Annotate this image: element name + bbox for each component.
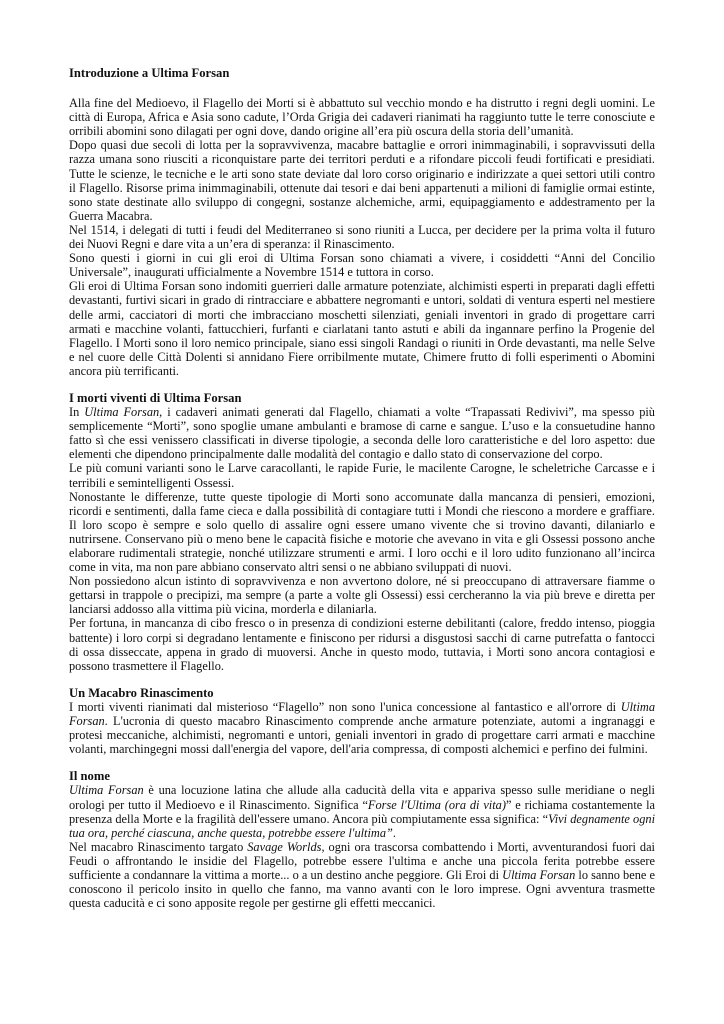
document-page [69,66,655,910]
italic-text: Ultima Forsan [84,405,160,420]
text-run: , i cadaveri animati generati dal Flagello, chiamati a volte “Trapassati Redivivi”, ma spesso più semplicemente “Morti”, sono spoglie umane ambulanti e bramose di carne e sangue. L’uso e la consuetudine hanno fatto sì che essi venissero classificati in diverse tipologie, a seconda delle loro caratteristiche e del loro aspetto: due elementi che dipendono principalmente dalle modalità del contagio e dallo stato di conservazione del corpo. [69,405,655,462]
section-undead [69,391,655,673]
italic-text: Ultima Forsan [69,783,144,798]
section-introduction [69,66,655,378]
paragraph: Nel 1514, i delegati di tutti i feudi del Mediterraneo si sono riuniti a Lucca, per decidere per la prima volta il futuro dei Nuovi Regni e dare vita a un’era di speranza: il Rinascimento. [69,222,655,252]
text-run: . [392,825,396,840]
paragraph [69,840,655,910]
italic-text: Forse l'Ultima (ora di vita) [367,797,506,812]
paragraph: Dopo quasi due secoli di lotta per la sopravvivenza, macabre battaglie e orrori inimmaginabili, i sopravvissuti della razza umana sono riusciti a riconquistare parte dei territori perduti e a rifondare piccoli feudi fortificati e presidiati. Tutte le scienze, le tecniche e le arti sono state deviate dal loro corso originario e indirizzate a quei settori utili contro il Flagello. Risorse prima inimmaginabili, ottenute dai tesori e dai beni appartenuti a milioni di famiglie ormai estinte, sono state destinate allo sviluppo di congegni, sostanze alchemiche, armi, equipaggiamento e addestramento per la Guerra Macabra. [69,138,655,223]
text-run: I morti viventi rianimati dal misterioso “Flagello” non sono l'unica concessione al fantastico e all'orrore di [69,699,621,714]
text-run: In [69,405,85,420]
text-run: , ogni ora trascorsa combattendo i Morti, avventurandosi fuori dai Feudi o affrontando le insidie del Flagello, potrebbe essere l'ultima e anche una piccola ferita potrebbe essere sufficiente a condannare la vittima a morte... o a un destino anche peggiore. Gli Eroi di [69,839,655,882]
paragraph: Sono questi i giorni in cui gli eroi di Ultima Forsan sono chiamati a vivere, i cosiddetti “Anni del Concilio Universale”, inaugurati ufficialmente a Novembre 1514 e tuttora in corso. [69,251,655,280]
section-title: Introduzione a Ultima Forsan [69,66,230,80]
italic-text: Ultima Forsan [502,867,576,882]
section-renaissance [69,686,655,756]
paragraph: Le più comuni varianti sono le Larve caracollanti, le rapide Furie, le macilente Carogne, le scheletriche Carcasse e i terribili e semintelligenti Ossessi. [69,461,655,490]
section-title: I morti viventi di Ultima Forsan [69,390,242,405]
paragraph [69,783,655,839]
text-run: Nel macabro Rinascimento targato [69,839,248,854]
italic-text: Savage Worlds [247,839,322,854]
paragraph: Alla fine del Medioevo, il Flagello dei Morti si è abbattuto sul vecchio mondo e ha distrutto i regni degli uomini. Le città di Europa, Africa e Asia sono cadute, l’Orda Grigia dei cadaveri rianimati ha raggiunto tutte le terre conosciute e orribili abomini sono dilagati per ogni dove, dando origine all’era più oscura della storia dell’umanità. [69,96,655,139]
text-run: ” e richiama costantemente la presenza della Morte e la fragilità dell'essere umano. Ancora più compiutamente essa significa: “ [69,797,655,826]
italic-text: Ultima Forsan [69,699,655,729]
italic-text: Vivi degnamente ogni tua ora, perché ciascuna, anche questa, potrebbe essere l'ultima” [69,811,656,840]
section-name [69,769,655,910]
section-title: Un Macabro Rinascimento [69,685,214,700]
paragraph: Per fortuna, in mancanza di cibo fresco o in presenza di condizioni esterne debilitanti (calore, freddo intenso, pioggia battente) i loro corpi si degradano lentamente e finiscono per ridursi a disgustosi sacchi di carne putrefatta o fantocci di ossa disseccate, appena in grado di muoversi. Anche in questo modo, tuttavia, i Morti sono ancora contagiosi e possono trasmettere il Flagello. [69,616,655,673]
paragraph [69,405,655,461]
paragraph [69,700,655,756]
paragraph: Nonostante le differenze, tutte queste tipologie di Morti sono accomunate dalla mancanza di pensieri, emozioni, ricordi e sentimenti, dalla fame cieca e dalla possibilità di contagiare tutti i Mondi che riescono a mordere e graffiare. Il loro scopo è sempre e solo quello di assalire ogni essere umano vivente che si trovino davanti, dilaniarlo e nutrirsene. Conservano più o meno bene le capacità fisiche e motorie che avevano in vita e gli Ossessi possono anche elaborare rudimentali strategie, nonché utilizzare strumenti e armi. I loro occhi e il loro udito funzionano all’incirca come in vita, ma non pare abbiano conservato altri sensi o ne abbiano sviluppati di nuovi. [69,489,655,575]
paragraph: Non possiedono alcun istinto di sopravvivenza e non avvertono dolore, né si preoccupano di attraversare fiamme o gettarsi in trappole o precipizi, ma sempre (a parte a volte gli Ossessi) essi cercheranno la via più breve e diretta per lanciarsi addosso alla vittima più vicina, morderla e dilaniarla. [69,574,655,617]
text-run: lo sanno bene e conoscono il pericolo insito in quello che fanno, ma vanno avanti con le loro imprese. Ogni avventura trasmette questa caducità e ci sono apposite regole per gestirne gli effetti meccanici. [69,867,655,911]
section-title: Il nome [69,769,110,784]
text-run: è una locuzione latina che allude alla caducità della vita e appariva spesso sulle meridiane o negli orologi per tutto il Medioevo e il Rinascimento. Significa “ [69,783,655,812]
text-run: . L'ucronia di questo macabro Rinascimento comprende anche armature potenziate, automi a ingranaggi e protesi meccaniche, alchimisti, negromanti e untori, geniali inventori in grado di progettare carri armati e macchine volanti, marchingegni mossi dall'energia del vapore, dell'aria compressa, di composti alchemici e perfino dei fulmini. [69,714,655,757]
paragraph: Gli eroi di Ultima Forsan sono indomiti guerrieri dalle armature potenziate, alchimisti esperti in preparati dagli effetti devastanti, furtivi sicari in grado di rintracciare e abbattere negromanti e untori, soldati di ventura esperti nel mestiere delle armi, cacciatori di morti che imbracciano moschetti silenziati, geniali inventori in grado di progettare carri armati e macchine volanti, fattucchieri, furfanti e ciarlatani tanto astuti e abili da ingannare perfino la Progenie del Flagello. I Morti sono il loro nemico principale, siano essi singoli Randagi o riuniti in Orde devastanti, ma nelle Selve e nel cuore delle Città Dolenti si annidano Fiere orribilmente mutate, Chimere frutto di folli esperimenti o Abomini ancora più terrificanti. [69,279,655,378]
